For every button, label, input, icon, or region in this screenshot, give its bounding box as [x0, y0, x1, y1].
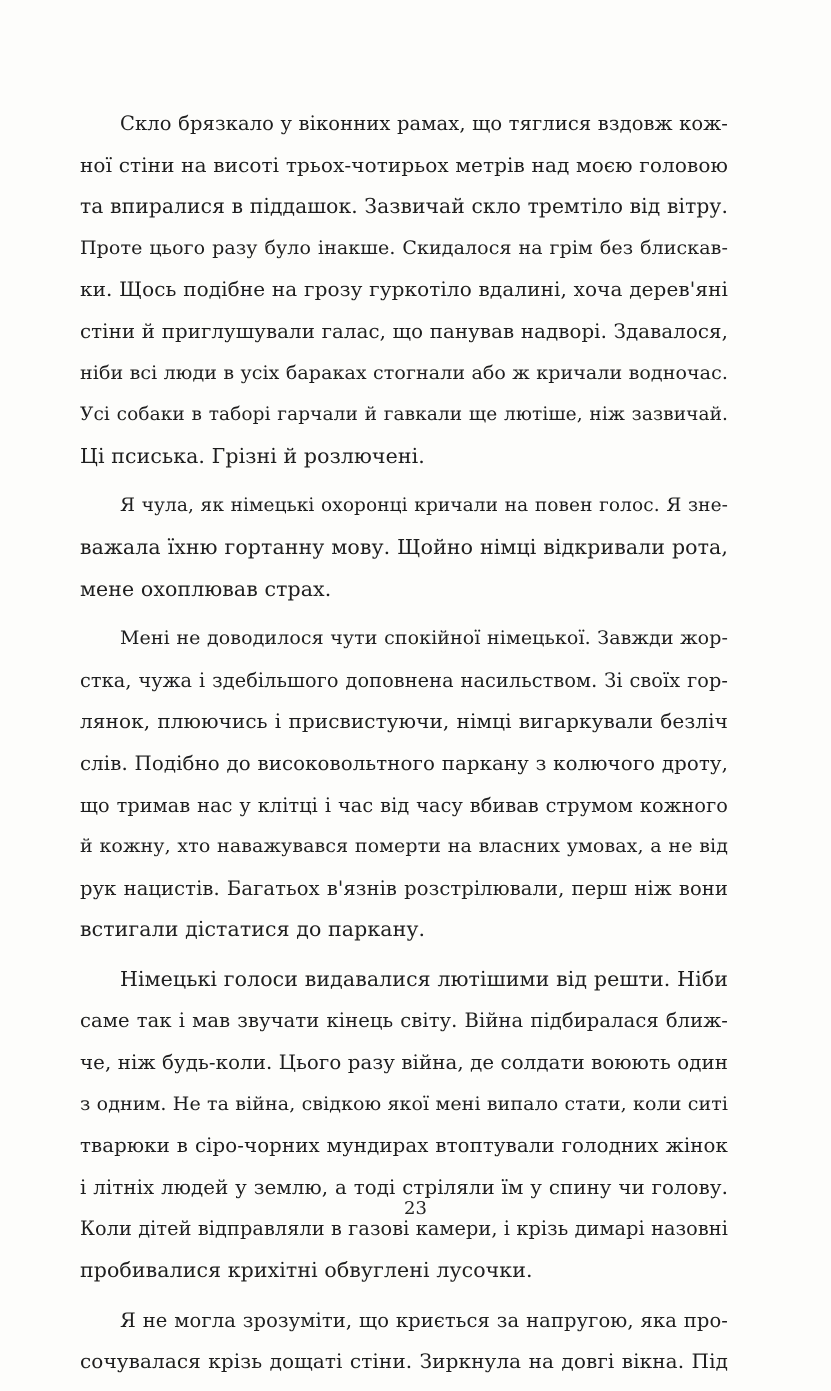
text-line: що тримав нас у клітці і час від часу вбивав струмом кожного — [80, 793, 728, 817]
text-line: Скло брязкало у віконних рамах, що тяглися вздовж кож- — [120, 112, 728, 135]
paragraph-3 — [80, 618, 728, 951]
text-line: Мені не доводилося чути спокійної німецької. Завжди жор- — [120, 627, 728, 650]
text-line: Німецькі голоси видавалися лютішими від решти. Ніби — [120, 966, 728, 991]
text-line: че, ніж будь-коли. Цього разу війна, де солдати воюють один — [80, 1051, 728, 1075]
text-line: Коли дітей відправляли в газові камери, і крізь димарі назовні — [80, 1217, 728, 1241]
text-line: стка, чужа і здебільшого доповнена насильством. Зі своїх гор- — [80, 668, 728, 692]
text-line: рук нацистів. Багатьох в'язнів розстрілювали, перш ніж вони — [80, 876, 728, 900]
text-line: пробивалися крихітні обвуглені лусочки. — [80, 1258, 533, 1283]
paragraph-2 — [80, 485, 728, 610]
paragraph-5 — [80, 1300, 728, 1383]
text-line: стіни й приглушували галас, що панував надворі. Здавалося, — [80, 319, 728, 343]
text-line: і літніх людей у землю, а тоді стріляли їм у спину чи голову. — [80, 1175, 728, 1199]
text-line: лянок, плюючись і присвистуючи, німці вигаркували безліч — [80, 709, 728, 734]
text-line: мене охоплював страх. — [80, 576, 332, 601]
text-line: важала їхню гортанну мову. Щойно німці відкривали рота, — [80, 534, 728, 559]
text-line: встигали дістатися до паркану. — [80, 917, 426, 942]
text-line: тварюки в сіро-чорних мундирах втоптували голодних жінок — [80, 1134, 728, 1158]
text-line: ної стіни на висоті трьох-чотирьох метрів над моєю головою — [80, 152, 728, 177]
text-line: й кожну, хто наважувався померти на власних умовах, а не від — [80, 835, 728, 858]
text-line: та впиралися в піддашок. Зазвичай скло тремтіло від вітру. — [80, 194, 728, 219]
text-line: саме так і мав звучати кінець світу. Війна підбиралася ближ- — [80, 1009, 728, 1033]
text-line: Я не могла зрозуміти, що криється за напругою, яка про- — [120, 1308, 728, 1332]
paragraph-1 — [80, 103, 728, 477]
text-line: сочувалася крізь дощаті стіни. Зиркнула на довгі вікна. Під — [80, 1349, 728, 1374]
text-line: Ці псиська. Грізні й розлючені. — [80, 443, 425, 468]
text-line: з одним. Не та війна, свідкою якої мені випало стати, коли ситі — [80, 1092, 728, 1115]
paragraph-4 — [80, 959, 728, 1292]
text-line: ніби всі люди в усіх бараках стогнали або ж кричали водночас. — [80, 361, 728, 384]
text-line: слів. Подібно до високовольтного паркану з колючого дроту, — [80, 751, 728, 775]
text-line: ки. Щось подібне на грозу гуркотіло вдалині, хоча дерев'яні — [80, 277, 728, 302]
text-line: Усі собаки в таборі гарчали й гавкали ще лютіше, ніж зазвичай. — [80, 404, 728, 426]
page-number: 23 — [404, 1198, 427, 1219]
text-line: Я чула, як німецькі охоронці кричали на повен голос. Я зне- — [120, 495, 728, 517]
text-line: Проте цього разу було інакше. Скидалося на грім без блискав- — [80, 236, 728, 259]
